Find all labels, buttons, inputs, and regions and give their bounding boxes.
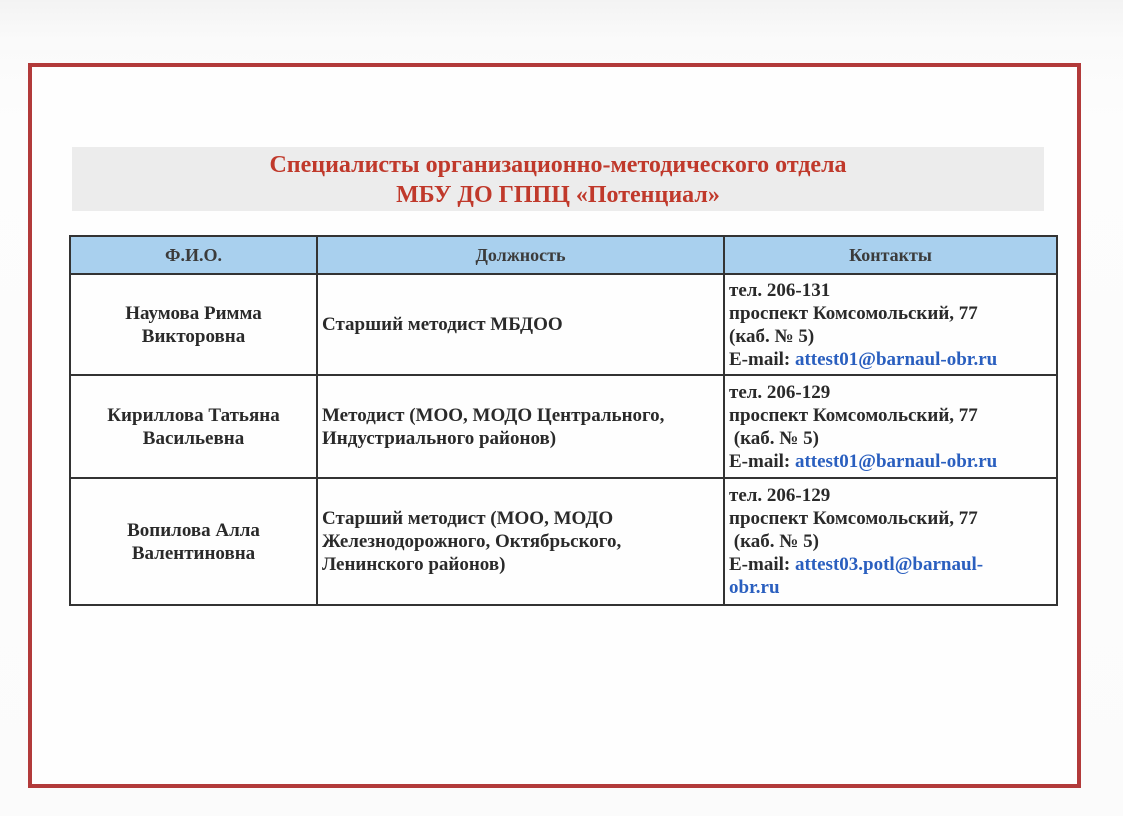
table-header-row	[70, 236, 1057, 274]
name-line: Вопилова Алла	[127, 519, 260, 541]
table-row	[70, 274, 1057, 375]
address: проспект Комсомольский, 77	[729, 302, 978, 324]
email-link-continued[interactable]: obr.ru	[729, 577, 780, 598]
position-cell: Старший методист МБДОО	[317, 274, 724, 375]
room: (каб. № 5)	[729, 427, 819, 449]
contacts-cell	[724, 274, 1057, 375]
name-line: Кириллова Татьяна	[107, 404, 280, 426]
name-cell	[70, 478, 317, 605]
name-line: Васильевна	[142, 427, 245, 449]
address: проспект Комсомольский, 77	[729, 508, 978, 529]
name-line: Наумова Римма	[125, 302, 262, 324]
email-line	[729, 450, 1052, 473]
room: (каб. № 5)	[729, 325, 815, 347]
position-cell: Методист (МОО, МОДО Центрального, Индустриального районов)	[317, 375, 724, 478]
column-header-contacts: Контакты	[724, 236, 1057, 274]
column-header-name: Ф.И.О.	[70, 236, 317, 274]
position-cell: Старший методист (МОО, МОДО Железнодорожного, Октябрьского, Ленинского районов)	[317, 478, 724, 605]
email-label: E-mail:	[729, 348, 795, 370]
address: проспект Комсомольский, 77	[729, 404, 978, 426]
name-cell	[70, 375, 317, 478]
email-label: E-mail:	[729, 554, 795, 575]
email-link[interactable]: attest01@barnaul-obr.ru	[794, 450, 998, 472]
phone: тел. 206-129	[729, 381, 831, 403]
room: (каб. № 5)	[729, 531, 819, 552]
phone: тел. 206-131	[729, 279, 831, 301]
name-line: Викторовна	[141, 325, 246, 347]
table-row	[70, 478, 1057, 605]
phone: тел. 206-129	[729, 485, 831, 506]
contacts-cell	[724, 375, 1057, 478]
title-line-1: Специалисты организационно-методического отдела	[269, 152, 847, 178]
table-row	[70, 375, 1057, 478]
email-link[interactable]: attest03.potl@barnaul-	[794, 554, 984, 575]
email-line	[729, 348, 1052, 371]
email-line	[729, 553, 1052, 576]
staff-table	[69, 235, 1058, 606]
name-cell	[70, 274, 317, 375]
contacts-cell	[724, 478, 1057, 605]
name-line: Валентиновна	[131, 542, 256, 564]
column-header-position: Должность	[317, 236, 724, 274]
page-title	[72, 147, 1044, 211]
email-label: E-mail:	[729, 450, 795, 472]
email-link[interactable]: attest01@barnaul-obr.ru	[794, 348, 998, 370]
title-line-2: МБУ ДО ГППЦ «Потенциал»	[396, 182, 720, 208]
